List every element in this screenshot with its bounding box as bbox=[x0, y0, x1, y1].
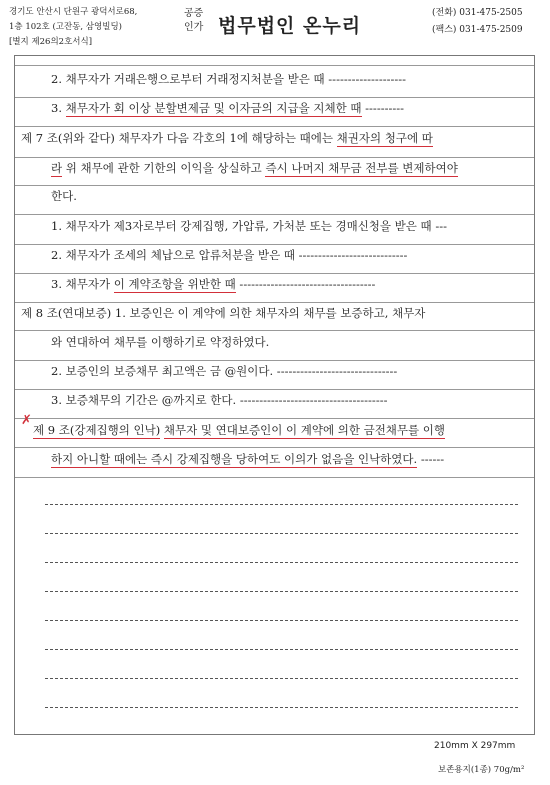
ruled-line bbox=[15, 185, 534, 186]
address-line: 경기도 안산시 단원구 광덕서로68, bbox=[9, 7, 138, 17]
ruled-line bbox=[15, 360, 534, 361]
blank-line bbox=[45, 620, 518, 621]
underlined-phrase: 채권자의 청구에 따 bbox=[336, 131, 433, 145]
clause-heading: 제 8 조(연대보증) 1. 보증인은 이 계약에 의한 채무자의 채무를 보증하고, 채무자 bbox=[21, 306, 426, 320]
form-reference: [별지 제26의2호서식] bbox=[9, 37, 93, 47]
ruled-line bbox=[15, 273, 534, 274]
firm-name: 법무법인 온누리 bbox=[218, 15, 362, 37]
filler-dashes: ---------- bbox=[361, 101, 405, 115]
clause-line: 한다. bbox=[51, 189, 77, 203]
clause-line bbox=[51, 100, 404, 116]
firm-contact bbox=[432, 5, 523, 39]
blank-line bbox=[45, 504, 518, 505]
clause-line: 2. 채무자가 조세의 체납으로 압류처분을 받은 때 ---------------------------- bbox=[51, 248, 408, 262]
item-number: 3. bbox=[51, 101, 66, 115]
ruled-line bbox=[15, 97, 534, 98]
check-mark-icon: ✗ bbox=[21, 413, 32, 428]
ruled-line bbox=[15, 65, 534, 66]
cert-line: 인가 bbox=[184, 22, 204, 33]
ruled-line bbox=[15, 244, 534, 245]
ruled-line bbox=[15, 418, 534, 419]
blank-line bbox=[45, 562, 518, 563]
blank-line bbox=[45, 533, 518, 534]
underlined-phrase: 채무자 및 연대보증인이 이 계약에 의한 금전채무를 이행 bbox=[163, 423, 445, 437]
ruled-line bbox=[15, 302, 534, 303]
ruled-sheet bbox=[14, 55, 535, 735]
ruled-line bbox=[15, 214, 534, 215]
clause-line bbox=[51, 451, 444, 467]
paper-type: 보존용지(1종) 70g/m² bbox=[438, 765, 525, 775]
ruled-line bbox=[15, 447, 534, 448]
underlined-phrase: 채무자가 회 이상 분할변제금 및 이자금의 지급을 지체한 때 bbox=[65, 101, 362, 115]
blank-line bbox=[45, 591, 518, 592]
blank-line bbox=[45, 649, 518, 650]
underlined-phrase: 라 bbox=[51, 161, 63, 175]
blank-line bbox=[45, 707, 518, 708]
filler-dashes: ------ bbox=[417, 452, 445, 466]
fax-number: (팩스) 031-475-2509 bbox=[432, 25, 523, 35]
clause-text: 제 7 조(위와 같다) 채무자가 다음 각호의 1에 해당하는 때에는 bbox=[21, 131, 337, 145]
address-line: 1층 102호 (고잔동, 삼영빌딩) bbox=[9, 22, 122, 32]
clause-heading bbox=[21, 413, 445, 438]
underlined-phrase: 하지 아니할 때에는 즉시 강제집행을 당하여도 이의가 없음을 인낙하였다. bbox=[51, 452, 418, 466]
underlined-phrase: 이 계약조항을 위반한 때 bbox=[113, 277, 236, 291]
ruled-line bbox=[15, 330, 534, 331]
blank-line bbox=[45, 678, 518, 679]
filler-dashes: ----------------------------------- bbox=[235, 277, 376, 291]
ruled-line bbox=[15, 477, 534, 478]
phone-number: (전화) 031-475-2505 bbox=[432, 8, 523, 18]
underlined-phrase: 제 9 조(강제집행의 인낙) bbox=[33, 423, 161, 437]
ruled-line bbox=[15, 157, 534, 158]
clause-text: 3. 채무자가 bbox=[51, 277, 114, 291]
ruled-line bbox=[15, 389, 534, 390]
clause-line: 1. 채무자가 제3자로부터 강제집행, 가압류, 가처분 또는 경매신청을 받은 때 --- bbox=[51, 219, 447, 233]
clause-text: 위 채무에 관한 기한의 이익을 상실하고 bbox=[62, 161, 266, 175]
clause-line: 와 연대하여 채무를 이행하기로 약정하였다. bbox=[51, 335, 270, 349]
clause-line bbox=[51, 276, 375, 292]
ruled-line bbox=[15, 126, 534, 127]
underlined-phrase: 즉시 나머지 채무금 전부를 변제하여야 bbox=[265, 161, 458, 175]
clause-line bbox=[51, 160, 458, 176]
clause-line: 2. 채무자가 거래은행으로부터 거래정지처분을 받은 때 -------------------- bbox=[51, 72, 407, 86]
paper-size: 210mm X 297mm bbox=[434, 741, 516, 751]
clause-heading bbox=[21, 130, 433, 146]
office-address bbox=[9, 5, 184, 50]
clause-line: 3. 보증채무의 기간은 @까지로 한다. -------------------------------------- bbox=[51, 393, 388, 407]
certification-label bbox=[184, 7, 203, 35]
clause-line: 2. 보증인의 보증채무 최고액은 금 @원이다. ------------------------------- bbox=[51, 364, 398, 378]
cert-line: 공증 bbox=[184, 8, 204, 19]
